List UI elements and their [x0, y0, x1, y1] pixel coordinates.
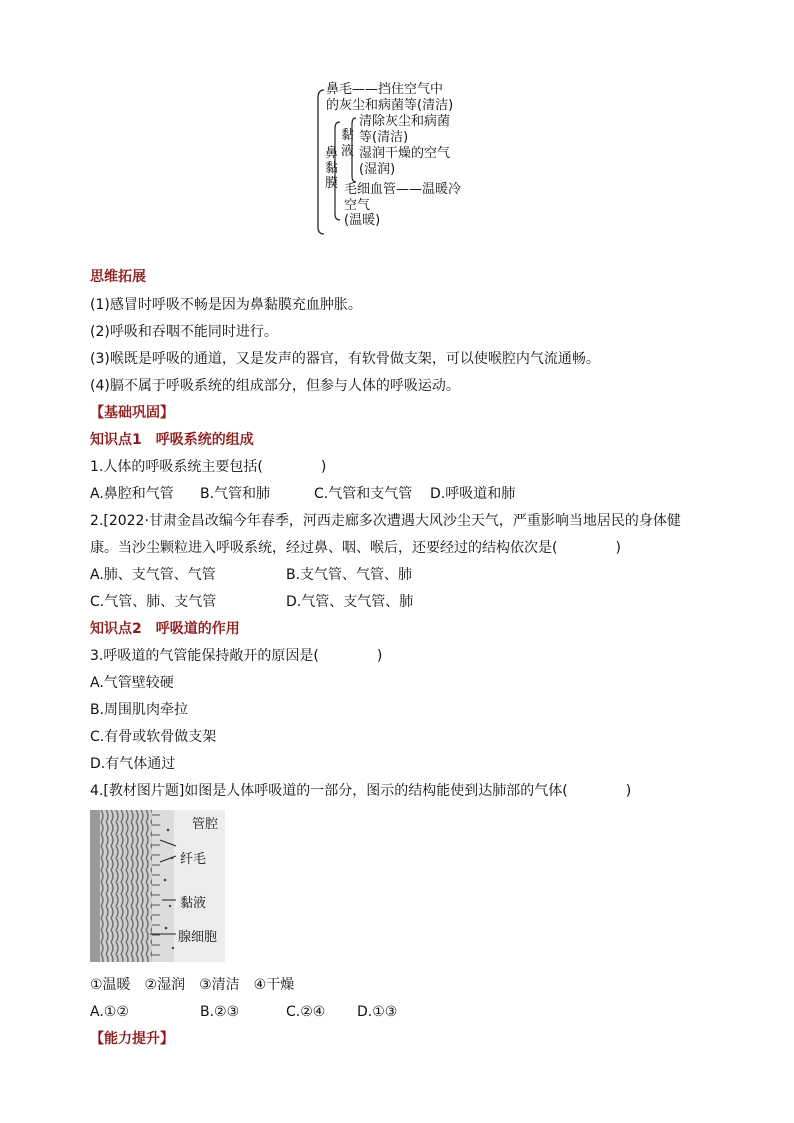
- mucus-text-1: 清除灰尘和病菌: [359, 114, 451, 129]
- q1-option-d[interactable]: D.呼吸道和肺: [430, 486, 516, 502]
- mucus-text-3: 湿润干燥的空气: [359, 146, 451, 161]
- q4-option-c[interactable]: C.②④: [286, 1004, 326, 1020]
- q3-option-a[interactable]: A.气管壁较硬: [90, 675, 174, 691]
- label-lumen: 管腔: [192, 817, 219, 832]
- question-3-stem: 3.呼吸道的气管能保持敞开的原因是( ): [90, 648, 383, 664]
- capillary-text-3: (温暖): [344, 213, 381, 228]
- capillary-text-2: 空气: [344, 198, 371, 213]
- label-mucus: 黏液: [180, 896, 207, 911]
- mucosa-label-3: 膜: [325, 176, 339, 191]
- ability-heading: 【能力提升】: [90, 1031, 174, 1047]
- q4-option-b[interactable]: B.②③: [200, 1004, 240, 1020]
- q4-option-a[interactable]: A.①②: [90, 1004, 129, 1020]
- airway-figure: [90, 810, 225, 962]
- q3-option-b[interactable]: B.周围肌肉牵拉: [90, 702, 189, 718]
- q4-choices: ①温暖 ②湿润 ③清洁 ④干燥: [90, 977, 295, 993]
- q2-option-a[interactable]: A.肺、支气管、气管: [90, 567, 216, 583]
- question-2-stem-2: 康。当沙尘颗粒进入呼吸系统，经过鼻、咽、喉后，还要经过的结构依次是( ): [90, 540, 621, 556]
- knowledge-point-1: 知识点1 呼吸系统的组成: [90, 432, 254, 448]
- thinking-item-3: (3)喉既是呼吸的通道，又是发声的器官，有软骨做支架，可以使喉腔内气流通畅。: [90, 351, 600, 367]
- knowledge-point-2: 知识点2 呼吸道的作用: [90, 621, 240, 637]
- label-gland-cell: 腺细胞: [178, 930, 218, 945]
- thinking-heading: 思维拓展: [90, 269, 146, 285]
- capillary-text-1: 毛细血管——温暖冷: [344, 182, 462, 197]
- q1-option-a[interactable]: A.鼻腔和气管: [90, 486, 174, 502]
- q2-option-d[interactable]: D.气管、支气管、肺: [286, 594, 414, 610]
- q2-option-b[interactable]: B.支气管、气管、肺: [286, 567, 413, 583]
- question-4-stem: 4.[教材图片题]如图是人体呼吸道的一部分，图示的结构能使到达肺部的气体( ): [90, 783, 632, 799]
- q2-option-c[interactable]: C.气管、肺、支气管: [90, 594, 217, 610]
- nose-hair-text: 鼻毛——挡住空气中: [326, 82, 444, 97]
- nose-structure-diagram: [314, 82, 494, 240]
- mucus-label-1: 黏: [341, 128, 355, 143]
- mucosa-label-2: 黏: [325, 161, 339, 176]
- q4-option-d[interactable]: D.①③: [357, 1004, 398, 1020]
- mucus-label-2: 液: [341, 144, 355, 159]
- q1-option-b[interactable]: B.气管和肺: [200, 486, 271, 502]
- basics-heading: 【基础巩固】: [90, 405, 174, 421]
- q1-option-c[interactable]: C.气管和支气管: [314, 486, 413, 502]
- mucosa-label-1: 鼻: [325, 146, 339, 161]
- label-cilia: 纤毛: [180, 852, 207, 867]
- question-1-stem: 1.人体的呼吸系统主要包括( ): [90, 459, 327, 475]
- mucus-text-2: 等(清洁): [359, 130, 409, 145]
- q3-option-c[interactable]: C.有骨或软骨做支架: [90, 729, 217, 745]
- thinking-item-4: (4)膈不属于呼吸系统的组成部分，但参与人体的呼吸运动。: [90, 378, 460, 394]
- q3-option-d[interactable]: D.有气体通过: [90, 756, 176, 772]
- thinking-item-2: (2)呼吸和吞咽不能同时进行。: [90, 324, 278, 340]
- question-2-stem-1: 2.[2022·甘肃金昌改编今年春季，河西走廊多次遭遇大风沙尘天气，严重影响当地居民的身体健: [90, 513, 681, 529]
- mucus-text-4: (湿润): [359, 162, 396, 177]
- thinking-item-1: (1)感冒时呼吸不畅是因为鼻黏膜充血肿胀。: [90, 297, 362, 313]
- nose-hair-text-2: 的灰尘和病菌等(清洁): [326, 98, 454, 113]
